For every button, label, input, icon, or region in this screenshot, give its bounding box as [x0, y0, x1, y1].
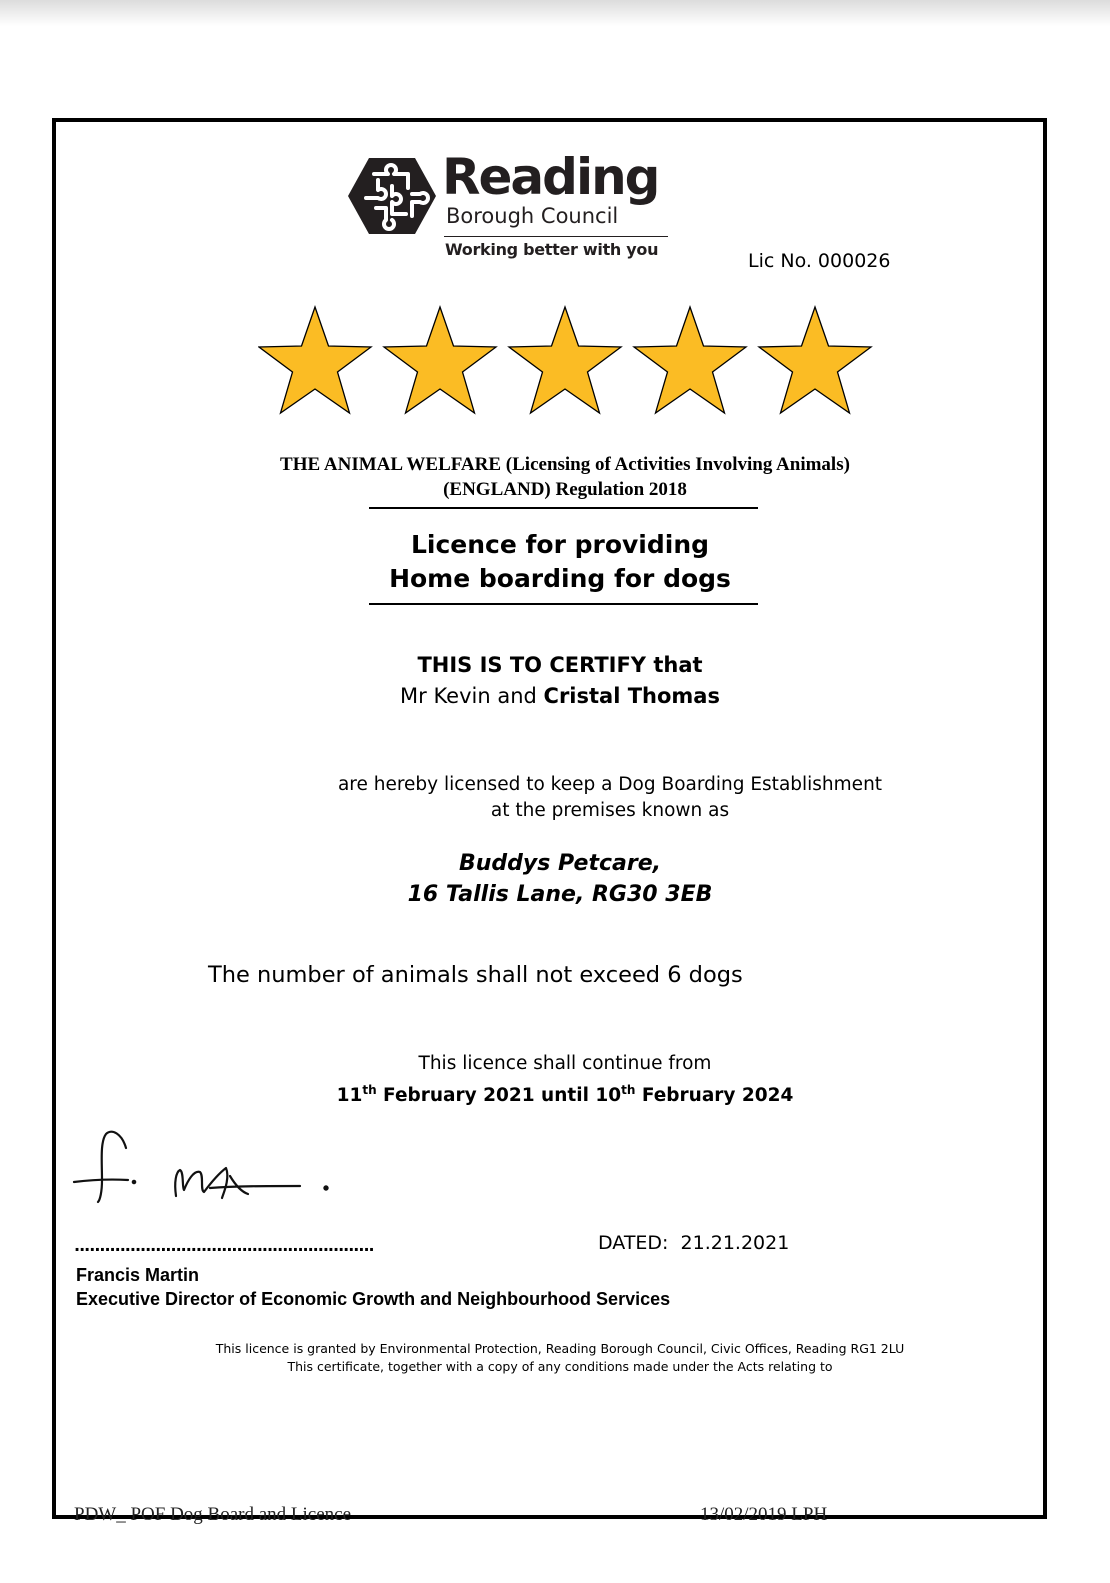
certify-heading: THIS IS TO CERTIFY that [417, 653, 703, 677]
handwritten-signature [70, 1122, 340, 1212]
premises-name: Buddys Petcare, [458, 851, 661, 876]
licence-title-line-1: Licence for providing [410, 530, 710, 559]
premises-block [330, 848, 790, 910]
star-icon [384, 307, 496, 413]
council-logo [346, 148, 676, 266]
start-day: 11 [336, 1085, 363, 1107]
logo-subtitle: Borough Council [446, 204, 619, 228]
premises-address: 16 Tallis Lane, RG30 3EB [407, 882, 713, 907]
footnote-line-2: This certificate, together with a copy of any conditions made under the Acts relating to [287, 1359, 833, 1374]
divider-bottom [369, 603, 758, 605]
divider-top [369, 507, 758, 509]
logo-divider [444, 236, 668, 237]
date-issued: DATED: 21.21.2021 [598, 1232, 790, 1254]
licensed-line-2: at the premises known as [490, 800, 730, 821]
start-rest: February 2021 until [376, 1085, 596, 1107]
licensee-name-bold: Cristal Thomas [543, 684, 720, 708]
signer-name: Francis Martin [76, 1265, 200, 1285]
regulation-line-2: (ENGLAND) Regulation 2018 [443, 479, 687, 500]
validity-intro: This licence shall continue from [418, 1053, 712, 1074]
star-icon [759, 307, 871, 413]
footer-document-ref: PDW_ POF Dog Board and Licence [74, 1504, 352, 1525]
licensed-line-1: are hereby licensed to keep a Dog Boarding Establishment [337, 774, 883, 795]
licensed-statement [300, 772, 920, 824]
regulation-heading [220, 452, 910, 502]
certify-block [330, 650, 790, 712]
signer-title: Executive Director of Economic Growth and Neighbourhood Services [76, 1289, 671, 1309]
animal-limit: The number of animals shall not exceed 6 dogs [208, 962, 743, 988]
licensee-name [330, 681, 790, 712]
footnote [150, 1340, 970, 1376]
end-day-suffix: th [621, 1083, 636, 1097]
regulation-line-1: THE ANIMAL WELFARE (Licensing of Activities Involving Animals) [280, 454, 850, 475]
star-icon [634, 307, 746, 413]
validity-dates [300, 1077, 830, 1109]
signature-line: ........................................................... [74, 1236, 374, 1255]
licensee-name-prefix: Mr Kevin and [400, 684, 544, 708]
puzzle-hexagon-icon [346, 156, 438, 236]
footnote-line-1: This licence is granted by Environmental Protection, Reading Borough Council, Civic Offices, Reading RG1 2LU [215, 1341, 905, 1356]
logo-wordmark: Reading [442, 148, 659, 206]
validity-block [300, 1050, 830, 1109]
top-shadow-bar [0, 0, 1110, 26]
end-rest: February 2024 [635, 1085, 794, 1107]
end-day: 10 [595, 1085, 622, 1107]
licence-title-line-2: Home boarding for dogs [389, 564, 731, 593]
footer-date-ref: 13/02/2019 LPH [700, 1504, 828, 1525]
licence-title [330, 528, 790, 596]
star-icon [259, 307, 371, 413]
start-day-suffix: th [362, 1083, 377, 1097]
licence-number: Lic No. 000026 [748, 250, 891, 272]
star-rating [258, 305, 878, 420]
star-icon [509, 307, 621, 413]
logo-tagline: Working better with you [445, 240, 659, 259]
